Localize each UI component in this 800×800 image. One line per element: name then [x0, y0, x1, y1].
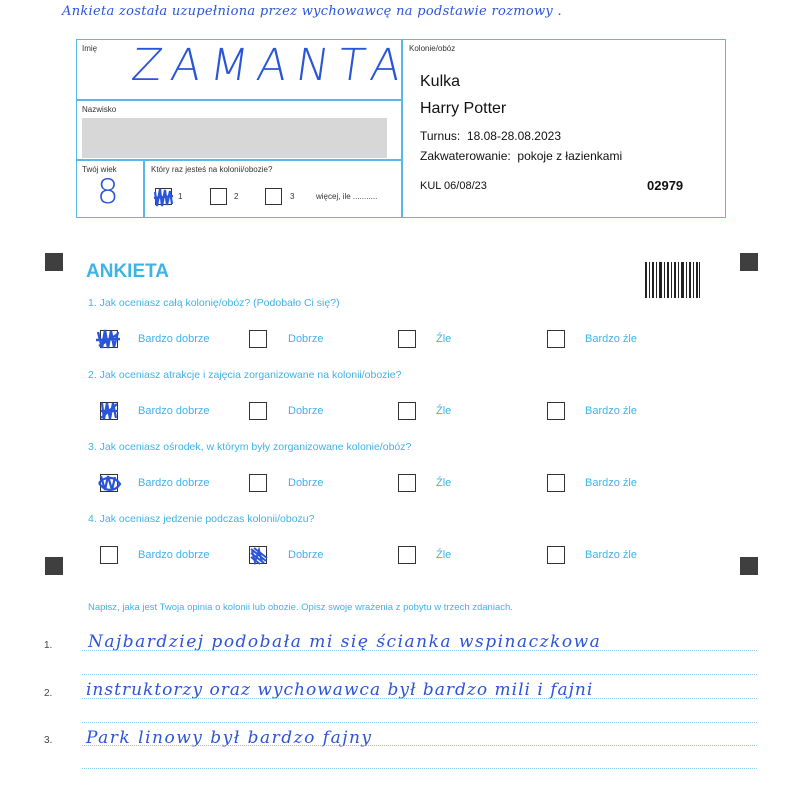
- turnus-label: Turnus:: [420, 129, 461, 143]
- registration-mark: [740, 557, 758, 575]
- writing-line: [82, 674, 757, 675]
- checkbox-scribble: [246, 543, 272, 567]
- q1-option-label: Bardzo dobrze: [138, 333, 210, 345]
- q4-checkbox-zle[interactable]: [398, 546, 416, 564]
- checkbox-scribble: [97, 399, 123, 423]
- q3-option-label: Bardzo źle: [585, 477, 637, 489]
- accommodation-label: Zakwaterowanie:: [420, 149, 511, 163]
- q1-option-label: Bardzo źle: [585, 333, 637, 345]
- camp-theme: Harry Potter: [420, 100, 507, 117]
- q4-checkbox-bardzo-dobrze[interactable]: [100, 546, 118, 564]
- line-number: 3.: [44, 735, 53, 746]
- times-option-1: 1: [178, 192, 183, 201]
- times-option-3: 3: [290, 192, 295, 201]
- times-checkbox-2[interactable]: [210, 188, 227, 205]
- q4-checkbox-bardzo-zle[interactable]: [547, 546, 565, 564]
- q1-option-label: Dobrze: [288, 333, 324, 345]
- q2-checkbox-dobrze[interactable]: [249, 402, 267, 420]
- surname-redacted[interactable]: [82, 118, 387, 158]
- writing-line: [82, 745, 757, 746]
- times-checkbox-3[interactable]: [265, 188, 282, 205]
- times-option-more: więcej, ile ...........: [316, 192, 378, 201]
- question-2: 2. Jak oceniasz atrakcje i zajęcia zorganizowane na kolonii/obozie?: [88, 369, 402, 381]
- q4-option-label: Źle: [436, 549, 452, 561]
- question-1: 1. Jak oceniasz całą kolonię/obóz? (Podobało Ci się?): [88, 297, 340, 309]
- checkbox-scribble: [95, 470, 125, 496]
- q3-checkbox-dobrze[interactable]: [249, 474, 267, 492]
- times-option-2: 2: [234, 192, 239, 201]
- q3-checkbox-bardzo-zle[interactable]: [547, 474, 565, 492]
- q3-checkbox-zle[interactable]: [398, 474, 416, 492]
- q3-option-label: Źle: [436, 477, 452, 489]
- writing-line: [82, 650, 757, 651]
- q1-checkbox-dobrze[interactable]: [249, 330, 267, 348]
- line-number: 2.: [44, 688, 53, 699]
- question-4: 4. Jak oceniasz jedzenie podczas kolonii/obozu?: [88, 513, 315, 525]
- checkbox-scribble: [151, 184, 177, 210]
- age-value[interactable]: 8: [97, 172, 119, 212]
- q2-option-label: Bardzo źle: [585, 405, 637, 417]
- q2-checkbox-bardzo-zle[interactable]: [547, 402, 565, 420]
- q4-option-label: Bardzo źle: [585, 549, 637, 561]
- registration-mark: [45, 253, 63, 271]
- q4-option-label: Dobrze: [288, 549, 324, 561]
- q1-checkbox-bardzo-zle[interactable]: [547, 330, 565, 348]
- writing-line: [82, 722, 757, 723]
- camp-code: KUL 06/08/23: [420, 180, 487, 192]
- q3-option-label: Bardzo dobrze: [138, 477, 210, 489]
- opinion-answer-3[interactable]: Park linowy był bardzo fajny: [86, 728, 373, 748]
- divider: [143, 159, 145, 218]
- name-label: Imię: [82, 44, 98, 53]
- survey-title: ANKIETA: [86, 261, 170, 282]
- registration-mark: [740, 253, 758, 271]
- turnus: [420, 129, 561, 143]
- barcode-icon: [645, 262, 701, 298]
- opinion-prompt: Napisz, jaka jest Twoja opinia o kolonii lub obozie. Opisz swoje wrażenia z pobytu w trzech zdaniach.: [88, 602, 513, 613]
- q4-option-label: Bardzo dobrze: [138, 549, 210, 561]
- line-number: 1.: [44, 640, 53, 651]
- q2-checkbox-zle[interactable]: [398, 402, 416, 420]
- opinion-answer-2[interactable]: instruktorzy oraz wychowawca był bardzo mili i fajni: [86, 680, 594, 700]
- accommodation-value: pokoje z łazienkami: [517, 149, 623, 163]
- q2-option-label: Bardzo dobrze: [138, 405, 210, 417]
- q1-checkbox-zle[interactable]: [398, 330, 416, 348]
- registration-mark: [45, 557, 63, 575]
- turnus-value: 18.08-28.08.2023: [466, 129, 562, 143]
- q1-option-label: Źle: [436, 333, 452, 345]
- q2-option-label: Dobrze: [288, 405, 324, 417]
- writing-line: [82, 698, 757, 699]
- opinion-answer-1[interactable]: Najbardziej podobała mi się ścianka wspinaczkowa: [88, 632, 602, 652]
- camp-name: Kulka: [420, 73, 461, 90]
- q2-option-label: Źle: [436, 405, 452, 417]
- checkbox-scribble: [94, 326, 124, 352]
- header-note: Ankieta została uzupełniona przez wychowawcę na podstawie rozmowy .: [62, 4, 562, 19]
- name-value[interactable]: ZAMANTA: [128, 40, 414, 91]
- times-label: Który raz jesteś na kolonii/obozie?: [151, 165, 273, 174]
- age-label: Twój wiek: [82, 165, 117, 174]
- q3-option-label: Dobrze: [288, 477, 324, 489]
- divider: [76, 99, 402, 101]
- question-3: 3. Jak oceniasz ośrodek, w którym były zorganizowane kolonie/obóz?: [88, 441, 412, 453]
- writing-line: [82, 768, 757, 769]
- camp-number: 02979: [647, 178, 684, 193]
- camp-label: Kolonie/obóz: [409, 44, 456, 53]
- accommodation: [420, 149, 622, 163]
- surname-label: Nazwisko: [82, 105, 117, 114]
- divider: [76, 159, 402, 161]
